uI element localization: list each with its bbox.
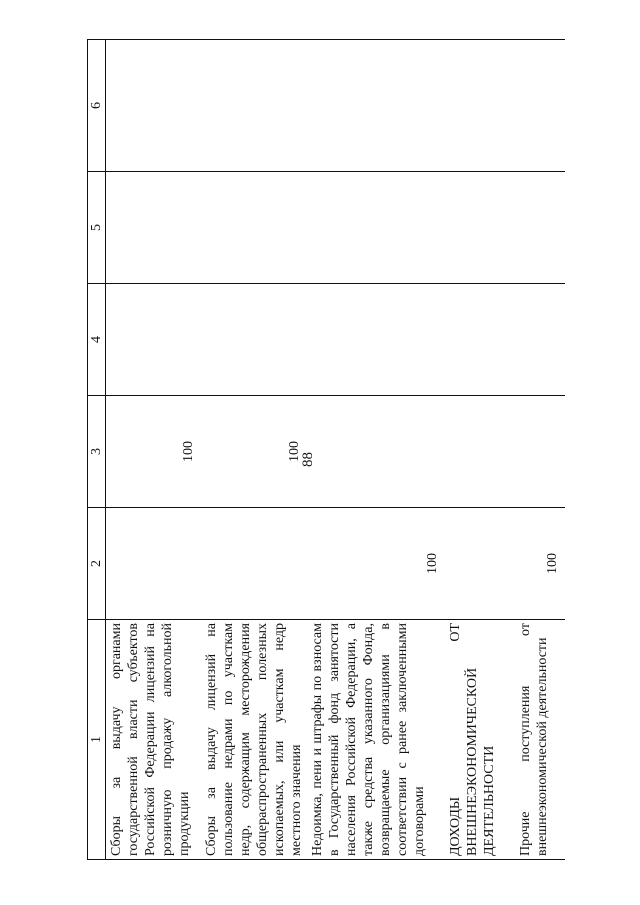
row-label: Недоимка, пени и штрафы по взносам в Государственный фонд занятости населения Российской Федерации, а также средства указанного Фонда, возвращаемые организациями в соответствии с ранее заключенными договорами	[307, 620, 445, 860]
cell-col6	[201, 40, 307, 172]
row-label: Сборы за выдачу органами государственной власти субъектов Российской Федерации лицензий на розничную продажу алкогольной продукции	[106, 620, 201, 860]
col-header-4: 4	[88, 284, 106, 396]
table-row	[201, 40, 307, 860]
cell-col4	[307, 284, 445, 396]
page-number: 88	[300, 452, 316, 467]
cell-col3: 100	[201, 396, 307, 508]
cell-col2: 100	[307, 508, 445, 620]
table-row	[445, 40, 515, 860]
col-header-1: 1	[88, 620, 106, 860]
revenue-table	[87, 39, 565, 860]
row-label: Прочие поступления от внешнеэкономической деятельности	[515, 620, 565, 860]
cell-col2	[201, 508, 307, 620]
cell-col2	[445, 508, 515, 620]
cell-col4	[201, 284, 307, 396]
col-header-5: 5	[88, 172, 106, 284]
cell-col5	[445, 172, 515, 284]
cell-col6	[307, 40, 445, 172]
col-header-2: 2	[88, 508, 106, 620]
cell-col5	[515, 172, 565, 284]
cell-col3	[515, 396, 565, 508]
cell-col3: 100	[106, 396, 201, 508]
cell-col6	[445, 40, 515, 172]
cell-col6	[515, 40, 565, 172]
cell-col3	[307, 396, 445, 508]
cell-col2	[106, 508, 201, 620]
cell-col5	[106, 172, 201, 284]
cell-col6	[106, 40, 201, 172]
cell-col3	[445, 396, 515, 508]
table-row	[307, 40, 445, 860]
cell-col4	[515, 284, 565, 396]
cell-col2: 100	[515, 508, 565, 620]
table-row	[106, 40, 201, 860]
cell-col4	[106, 284, 201, 396]
rotated-table-container	[87, 40, 567, 860]
col-header-6: 6	[88, 40, 106, 172]
header-row	[88, 40, 106, 860]
cell-col5	[307, 172, 445, 284]
table-row	[515, 40, 565, 860]
section-heading: ДОХОДЫ ОТ ВНЕШНЕЭКОНОМИЧЕСКОЙ ДЕЯТЕЛЬНОСТИ	[445, 620, 515, 860]
cell-col5	[201, 172, 307, 284]
cell-col4	[445, 284, 515, 396]
col-header-3: 3	[88, 396, 106, 508]
row-label: Сборы за выдачу лицензий на пользование недрами по участкам недр, содержащим месторождения общераспространенных полезных ископаемых, или участкам недр местного значения	[201, 620, 307, 860]
